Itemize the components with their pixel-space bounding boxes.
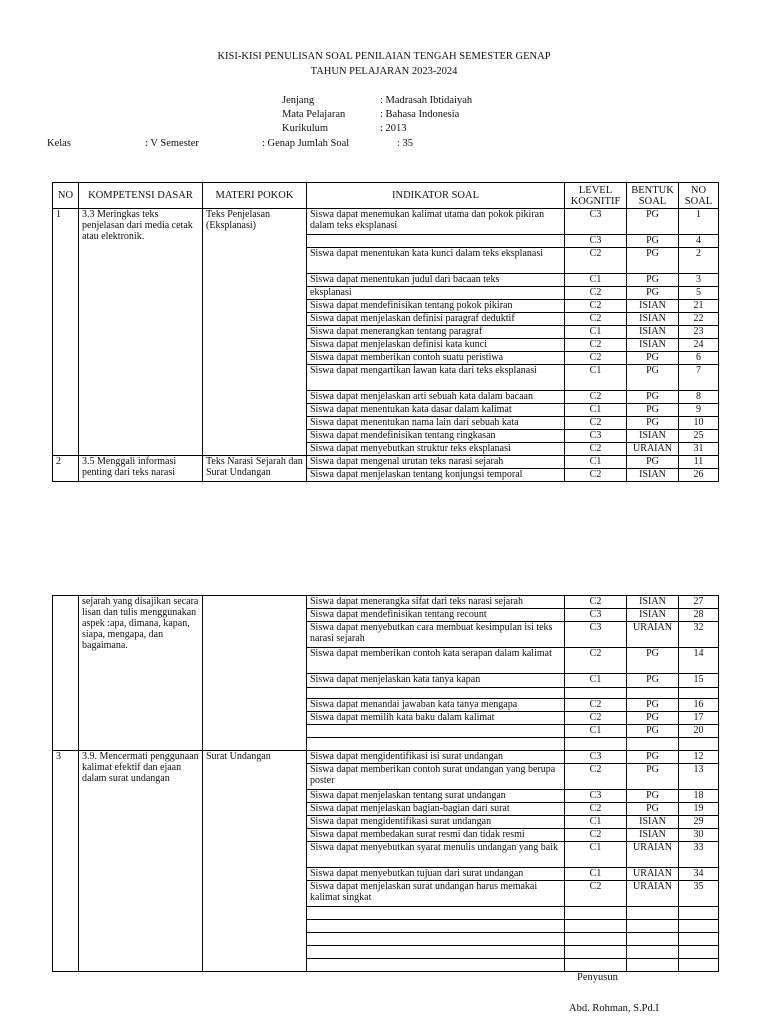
level-kognitif-cell: C2: [565, 764, 627, 790]
indikator-cell: [307, 688, 565, 699]
jumlah-soal-value: : 35: [397, 138, 414, 149]
kelas-value: : V Semester: [145, 138, 199, 149]
level-kognitif-cell: [565, 907, 627, 920]
bentuk-soal-cell: ISIAN: [627, 816, 679, 829]
no-soal-cell: 8: [679, 391, 719, 404]
bentuk-soal-cell: PG: [627, 751, 679, 764]
bentuk-soal-cell: ISIAN: [627, 339, 679, 352]
indikator-cell: Siswa dapat memberikan contoh kata serapan dalam kalimat: [307, 648, 565, 674]
bentuk-soal-cell: ISIAN: [627, 469, 679, 482]
indikator-cell: Siswa dapat menandai jawaban kata tanya mengapa: [307, 699, 565, 712]
no-soal-cell: 24: [679, 339, 719, 352]
indikator-cell: Siswa dapat mendefinisikan tentang recount: [307, 609, 565, 622]
no-soal-cell: 3: [679, 274, 719, 287]
level-kognitif-cell: C2: [565, 699, 627, 712]
kisi-kisi-table-page2: [52, 595, 719, 972]
indikator-cell: Siswa dapat menjelaskan definisi kata kunci: [307, 339, 565, 352]
kompetensi-dasar-cell: sejarah yang disajikan secara lisan dan tulis menggunakan aspek :apa, dimana, kapan, siapa, mengapa, dan bagaimana.: [79, 596, 203, 751]
level-kognitif-cell: C1: [565, 404, 627, 417]
no-soal-cell: 18: [679, 790, 719, 803]
indikator-cell: Siswa dapat menerangka sifat dari teks narasi sejarah: [307, 596, 565, 609]
level-kognitif-cell: C3: [565, 622, 627, 648]
level-kognitif-cell: C2: [565, 829, 627, 842]
no-soal-cell: 34: [679, 868, 719, 881]
no-soal-cell: [679, 933, 719, 946]
indikator-cell: Siswa dapat menentukan kata dasar dalam kalimat: [307, 404, 565, 417]
level-kognitif-cell: [565, 738, 627, 751]
indikator-cell: Siswa dapat menyebutkan struktur teks eksplanasi: [307, 443, 565, 456]
bentuk-soal-cell: ISIAN: [627, 313, 679, 326]
bentuk-soal-cell: PG: [627, 248, 679, 274]
no-soal-cell: 12: [679, 751, 719, 764]
no-soal-cell: 31: [679, 443, 719, 456]
level-kognitif-cell: C3: [565, 751, 627, 764]
bentuk-soal-cell: PG: [627, 725, 679, 738]
no-soal-cell: 21: [679, 300, 719, 313]
indikator-cell: Siswa dapat memberikan contoh suatu peristiwa: [307, 352, 565, 365]
kompetensi-dasar-cell: 3.9. Mencermati penggunaan kalimat efektif dan ejaan dalam surat undangan: [79, 751, 203, 972]
level-kognitif-cell: C2: [565, 391, 627, 404]
indikator-cell: [307, 738, 565, 751]
level-kognitif-cell: C2: [565, 352, 627, 365]
academic-year: TAHUN PELAJARAN 2023-2024: [310, 66, 458, 77]
jenjang-value: : Madrasah Ibtidaiyah: [380, 95, 473, 106]
bentuk-soal-cell: ISIAN: [627, 430, 679, 443]
level-kognitif-cell: C1: [565, 326, 627, 339]
indikator-cell: Siswa dapat menjelaskan bagian-bagian dari surat: [307, 803, 565, 816]
level-kognitif-cell: [565, 933, 627, 946]
level-kognitif-cell: [565, 688, 627, 699]
no-soal-cell: [679, 959, 719, 972]
no-soal-cell: 19: [679, 803, 719, 816]
no-soal-cell: 23: [679, 326, 719, 339]
kelas-label: Kelas: [47, 138, 71, 149]
kisi-kisi-table-page1: [52, 182, 719, 482]
bentuk-soal-cell: PG: [627, 235, 679, 248]
level-kognitif-cell: C2: [565, 648, 627, 674]
indikator-cell: Siswa dapat menyebutkan cara membuat kesimpulan isi teks narasi sejarah: [307, 622, 565, 648]
indikator-cell: [307, 946, 565, 959]
indikator-cell: [307, 907, 565, 920]
level-kognitif-cell: [565, 959, 627, 972]
level-kognitif-cell: [565, 920, 627, 933]
no-soal-cell: 35: [679, 881, 719, 907]
level-kognitif-cell: C3: [565, 609, 627, 622]
level-kognitif-cell: C2: [565, 712, 627, 725]
indikator-cell: Siswa dapat memilih kata baku dalam kalimat: [307, 712, 565, 725]
row-number-continued: [53, 596, 79, 751]
level-kognitif-cell: C1: [565, 842, 627, 868]
no-soal-cell: 33: [679, 842, 719, 868]
document-title: KISI-KISI PENULISAN SOAL PENILAIAN TENGAH SEMESTER GENAP: [217, 51, 551, 62]
bentuk-soal-cell: ISIAN: [627, 609, 679, 622]
bentuk-soal-cell: URAIAN: [627, 842, 679, 868]
row-number: 1: [53, 209, 79, 456]
no-soal-cell: [679, 738, 719, 751]
indikator-cell: Siswa dapat menjelaskan surat undangan harus memakai kalimat singkat: [307, 881, 565, 907]
indikator-cell: Siswa dapat mendefinisikan tentang pokok pikiran: [307, 300, 565, 313]
no-soal-cell: 5: [679, 287, 719, 300]
bentuk-soal-cell: PG: [627, 456, 679, 469]
indikator-cell: Siswa dapat menyebutkan tujuan dari surat undangan: [307, 868, 565, 881]
level-kognitif-cell: C2: [565, 803, 627, 816]
level-kognitif-cell: C1: [565, 365, 627, 391]
no-soal-cell: 9: [679, 404, 719, 417]
no-soal-cell: 2: [679, 248, 719, 274]
level-kognitif-cell: C3: [565, 430, 627, 443]
bentuk-soal-cell: PG: [627, 648, 679, 674]
no-soal-cell: 14: [679, 648, 719, 674]
indikator-cell: Siswa dapat menjelaskan definisi paragraf deduktif: [307, 313, 565, 326]
row-number: 2: [53, 456, 79, 482]
penyusun-label: Penyusun: [577, 972, 618, 983]
indikator-cell: Siswa dapat mengidentifikasi surat undangan: [307, 816, 565, 829]
no-soal-cell: [679, 907, 719, 920]
bentuk-soal-cell: [627, 907, 679, 920]
indikator-cell: Siswa dapat menerangkan tentang paragraf: [307, 326, 565, 339]
no-soal-cell: 16: [679, 699, 719, 712]
indikator-cell: [307, 933, 565, 946]
bentuk-soal-cell: PG: [627, 790, 679, 803]
no-soal-cell: 7: [679, 365, 719, 391]
bentuk-soal-cell: PG: [627, 391, 679, 404]
table-row: [53, 596, 719, 609]
bentuk-soal-cell: PG: [627, 365, 679, 391]
table-row: [53, 456, 719, 469]
bentuk-soal-cell: URAIAN: [627, 622, 679, 648]
level-kognitif-cell: C1: [565, 274, 627, 287]
bentuk-soal-cell: URAIAN: [627, 443, 679, 456]
indikator-cell: Siswa dapat mengartikan lawan kata dari teks eksplanasi: [307, 365, 565, 391]
no-soal-cell: 27: [679, 596, 719, 609]
indikator-cell: Siswa dapat menentukan nama lain dari sebuah kata: [307, 417, 565, 430]
level-kognitif-cell: [565, 946, 627, 959]
bentuk-soal-cell: PG: [627, 712, 679, 725]
no-soal-cell: 10: [679, 417, 719, 430]
no-soal-cell: 1: [679, 209, 719, 235]
indikator-cell: Siswa dapat menjelaskan tentang surat undangan: [307, 790, 565, 803]
mapel-label: Mata Pelajaran: [282, 109, 346, 120]
level-kognitif-cell: C2: [565, 469, 627, 482]
materi-pokok-cell: Surat Undangan: [203, 751, 307, 972]
no-soal-cell: 26: [679, 469, 719, 482]
level-kognitif-cell: C2: [565, 248, 627, 274]
indikator-cell: Siswa dapat menentukan judul dari bacaan teks: [307, 274, 565, 287]
level-kognitif-cell: C2: [565, 339, 627, 352]
kurikulum-label: Kurikulum: [282, 123, 329, 134]
table-header-row: [53, 183, 719, 209]
bentuk-soal-cell: ISIAN: [627, 829, 679, 842]
header-indikator-soal: INDIKATOR SOAL: [307, 183, 565, 209]
bentuk-soal-cell: PG: [627, 209, 679, 235]
no-soal-cell: 25: [679, 430, 719, 443]
bentuk-soal-cell: PG: [627, 417, 679, 430]
semester-value: : Genap Jumlah Soal: [262, 138, 350, 149]
indikator-cell: [307, 725, 565, 738]
bentuk-soal-cell: PG: [627, 352, 679, 365]
level-kognitif-cell: C2: [565, 417, 627, 430]
kompetensi-dasar-cell: 3.5 Menggali informasi penting dari teks narasi: [79, 456, 203, 482]
no-soal-cell: 32: [679, 622, 719, 648]
header-kompetensi-dasar: KOMPETENSI DASAR: [79, 183, 203, 209]
indikator-cell: Siswa dapat mengidentifikasi isi surat undangan: [307, 751, 565, 764]
level-kognitif-cell: C2: [565, 313, 627, 326]
indikator-cell: Siswa dapat menjelaskan tentang konjungsi temporal: [307, 469, 565, 482]
level-kognitif-cell: C1: [565, 725, 627, 738]
jenjang-label: Jenjang: [282, 95, 315, 106]
level-kognitif-cell: C1: [565, 816, 627, 829]
table-row: [53, 751, 719, 764]
penyusun-name: Abd. Rohman, S.Pd.I: [569, 1003, 659, 1014]
no-soal-cell: 29: [679, 816, 719, 829]
mapel-value: : Bahasa Indonesia: [380, 109, 460, 120]
no-soal-cell: [679, 946, 719, 959]
no-soal-cell: [679, 688, 719, 699]
level-kognitif-cell: C3: [565, 235, 627, 248]
no-soal-cell: 17: [679, 712, 719, 725]
header-bentuk-soal: BENTUK SOAL: [627, 183, 679, 209]
no-soal-cell: 13: [679, 764, 719, 790]
no-soal-cell: 30: [679, 829, 719, 842]
indikator-cell: Siswa dapat membedakan surat resmi dan tidak resmi: [307, 829, 565, 842]
kompetensi-dasar-cell: 3.3 Meringkas teks penjelasan dari media cetak atau elektronik.: [79, 209, 203, 456]
bentuk-soal-cell: ISIAN: [627, 596, 679, 609]
bentuk-soal-cell: PG: [627, 287, 679, 300]
no-soal-cell: 4: [679, 235, 719, 248]
bentuk-soal-cell: [627, 959, 679, 972]
bentuk-soal-cell: [627, 920, 679, 933]
bentuk-soal-cell: [627, 738, 679, 751]
header-materi-pokok: MATERI POKOK: [203, 183, 307, 209]
bentuk-soal-cell: [627, 933, 679, 946]
materi-pokok-cell: Teks Penjelasan (Eksplanasi): [203, 209, 307, 456]
bentuk-soal-cell: URAIAN: [627, 868, 679, 881]
bentuk-soal-cell: URAIAN: [627, 881, 679, 907]
indikator-cell: Siswa dapat menjelaskan kata tanya kapan: [307, 674, 565, 688]
table-row: [53, 209, 719, 235]
level-kognitif-cell: C1: [565, 868, 627, 881]
level-kognitif-cell: C1: [565, 674, 627, 688]
kurikulum-value: : 2013: [380, 123, 407, 134]
header-no-soal: NO SOAL: [679, 183, 719, 209]
indikator-cell: eksplanasi: [307, 287, 565, 300]
indikator-cell: [307, 959, 565, 972]
no-soal-cell: 6: [679, 352, 719, 365]
indikator-cell: [307, 920, 565, 933]
indikator-cell: Siswa dapat mendefinisikan tentang ringkasan: [307, 430, 565, 443]
bentuk-soal-cell: [627, 688, 679, 699]
level-kognitif-cell: C2: [565, 300, 627, 313]
no-soal-cell: [679, 920, 719, 933]
indikator-cell: Siswa dapat menjelaskan arti sebuah kata dalam bacaan: [307, 391, 565, 404]
row-number: 3: [53, 751, 79, 972]
indikator-cell: Siswa dapat menentukan kata kunci dalam teks eksplanasi: [307, 248, 565, 274]
level-kognitif-cell: C3: [565, 209, 627, 235]
level-kognitif-cell: C2: [565, 596, 627, 609]
bentuk-soal-cell: PG: [627, 674, 679, 688]
indikator-cell: Siswa dapat mengenal urutan teks narasi sejarah: [307, 456, 565, 469]
level-kognitif-cell: C3: [565, 790, 627, 803]
indikator-cell: Siswa dapat menyebutkan syarat menulis undangan yang baik: [307, 842, 565, 868]
bentuk-soal-cell: PG: [627, 764, 679, 790]
bentuk-soal-cell: PG: [627, 404, 679, 417]
bentuk-soal-cell: PG: [627, 274, 679, 287]
header-no: NO: [53, 183, 79, 209]
no-soal-cell: 15: [679, 674, 719, 688]
level-kognitif-cell: C1: [565, 456, 627, 469]
level-kognitif-cell: C2: [565, 881, 627, 907]
level-kognitif-cell: C2: [565, 443, 627, 456]
bentuk-soal-cell: ISIAN: [627, 326, 679, 339]
materi-pokok-cell: Teks Narasi Sejarah dan Surat Undangan: [203, 456, 307, 482]
bentuk-soal-cell: PG: [627, 803, 679, 816]
bentuk-soal-cell: ISIAN: [627, 300, 679, 313]
no-soal-cell: 20: [679, 725, 719, 738]
no-soal-cell: 22: [679, 313, 719, 326]
no-soal-cell: 11: [679, 456, 719, 469]
no-soal-cell: 28: [679, 609, 719, 622]
materi-pokok-cell-continued: [203, 596, 307, 751]
indikator-cell: Siswa dapat menemukan kalimat utama dan pokok pikiran dalam teks eksplanasi: [307, 209, 565, 235]
indikator-cell: [307, 235, 565, 248]
level-kognitif-cell: C2: [565, 287, 627, 300]
bentuk-soal-cell: PG: [627, 699, 679, 712]
bentuk-soal-cell: [627, 946, 679, 959]
header-level-kognitif: LEVEL KOGNITIF: [565, 183, 627, 209]
indikator-cell: Siswa dapat memberikan contoh surat undangan yang berupa poster: [307, 764, 565, 790]
